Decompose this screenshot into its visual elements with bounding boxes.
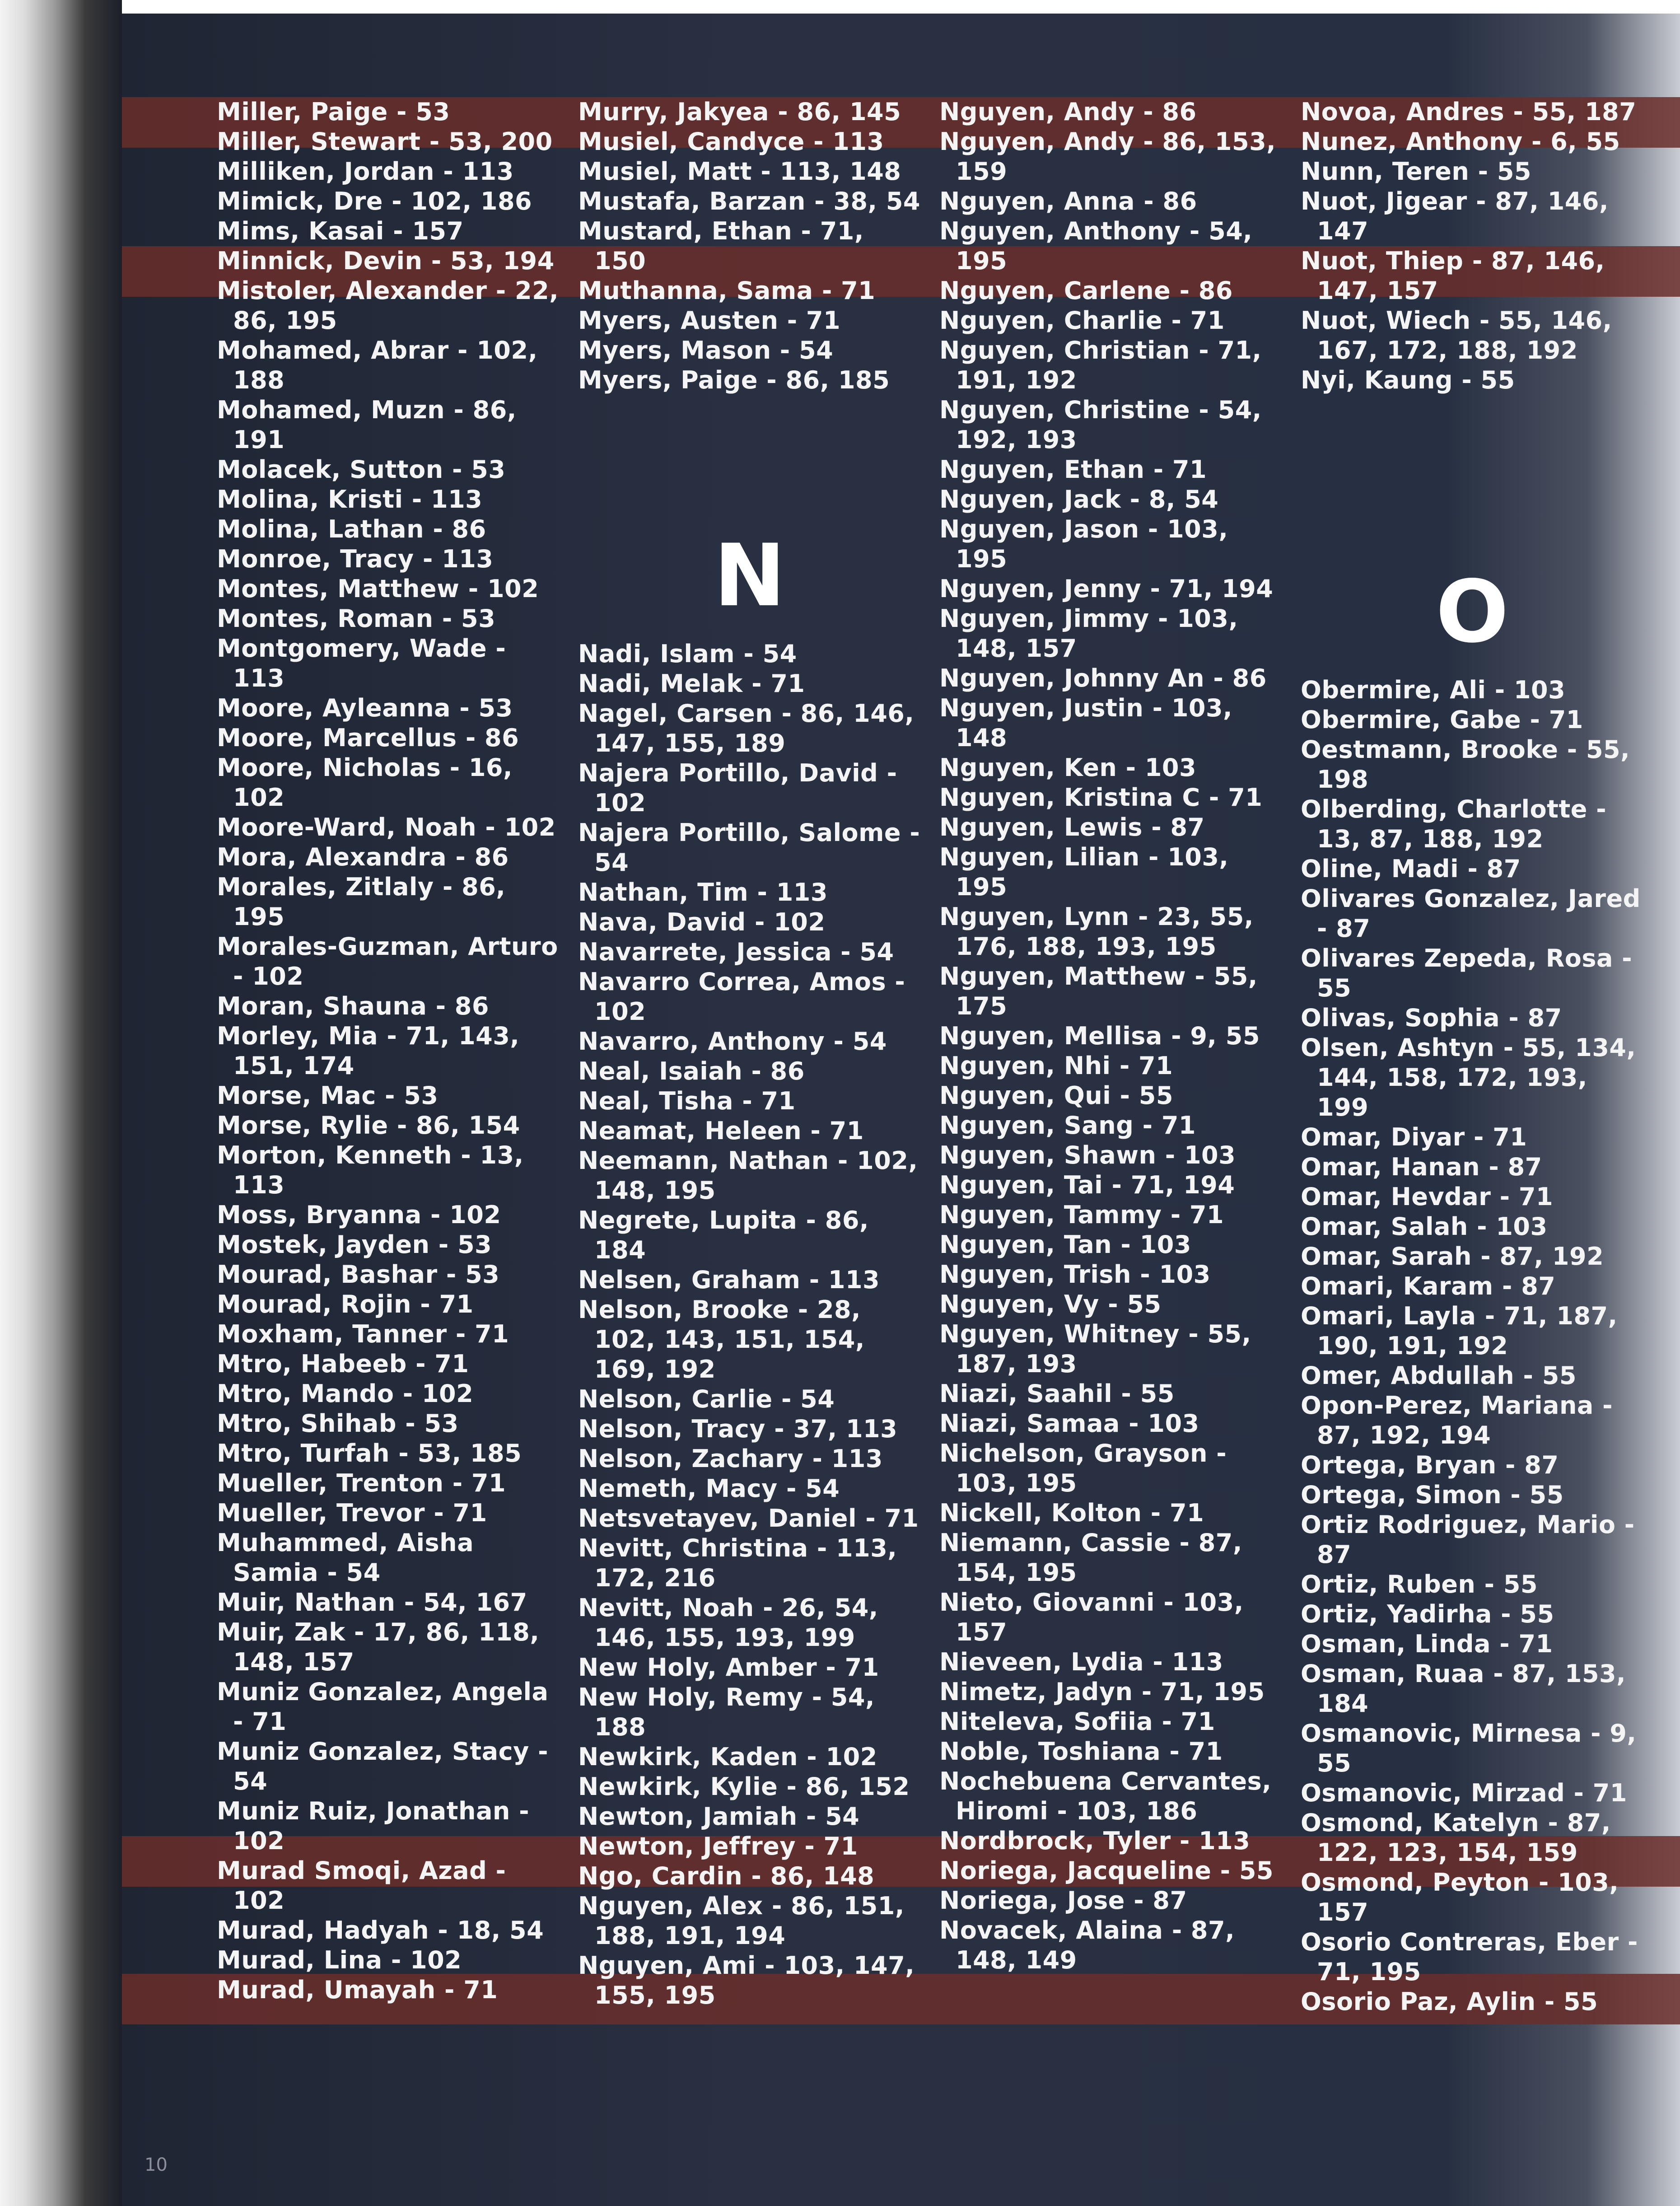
index-entry: Nguyen, Lewis - 87 [939,813,1205,841]
index-entry: Nguyen, Sang - 71 [939,1111,1196,1140]
index-entry: Nguyen, Vy - 55 [939,1290,1162,1318]
index-entry: Nguyen, Jason - 103, 195 [939,515,1228,573]
index-entry: Opon-Perez, Mariana - 87, 192, 194 [1301,1391,1613,1449]
index-entry: Nguyen, Anthony - 54, 195 [939,217,1253,275]
index-entry: Myers, Mason - 54 [578,336,834,365]
index-entry: Nuot, Wiech - 55, 146, 167, 172, 188, 192 [1301,306,1612,365]
index-entry: Nguyen, Qui - 55 [939,1081,1173,1110]
index-entry: Mostek, Jayden - 53 [217,1230,492,1259]
index-entry: Nguyen, Ami - 103, 147, 155, 195 [578,1951,915,2010]
index-entry: Moxham, Tanner - 71 [217,1320,509,1348]
index-entry: Nyi, Kaung - 55 [1301,366,1515,394]
index-entry: Ortega, Bryan - 87 [1301,1451,1559,1479]
index-entry: Nordbrock, Tyler - 113 [939,1827,1251,1855]
index-entry: Nguyen, Shawn - 103 [939,1141,1236,1169]
index-entry: Nguyen, Johnny An - 86 [939,664,1267,692]
index-entry: Nguyen, Nhi - 71 [939,1052,1173,1080]
index-entry: Murad, Hadyah - 18, 54 [217,1916,544,1944]
index-entry: Omar, Hevdar - 71 [1301,1182,1554,1211]
index-entry: Nguyen, Justin - 103, 148 [939,694,1233,752]
index-column-1 [217,97,560,2005]
index-entry: Mohamed, Muzn - 86, 191 [217,396,517,454]
index-entry: Osorio Paz, Aylin - 55 [1301,1987,1598,2016]
index-entry: Nguyen, Lynn - 23, 55, 176, 188, 193, 195 [939,902,1254,961]
index-entry: Mourad, Bashar - 53 [217,1260,500,1289]
index-entry: Nadi, Melak - 71 [578,669,805,698]
index-entry: Osmond, Peyton - 103, 157 [1301,1868,1619,1926]
index-entry: Osmond, Katelyn - 87, 122, 123, 154, 159 [1301,1809,1611,1867]
index-entry: Murry, Jakyea - 86, 145 [578,98,901,126]
index-entry: Olivares Gonzalez, Jared - 87 [1301,884,1641,943]
section-spacer [578,395,921,531]
index-entry: Netsvetayev, Daniel - 71 [578,1504,919,1533]
index-entry: Omari, Karam - 87 [1301,1272,1556,1300]
index-column-3 [939,97,1283,1975]
index-entry: Nathan, Tim - 113 [578,878,828,907]
index-entry: Nguyen, Matthew - 55, 175 [939,962,1258,1020]
book-spine-edge [0,0,122,2206]
index-entry: Musiel, Matt - 113, 148 [578,157,901,186]
index-entry: Nagel, Carsen - 86, 146, 147, 155, 189 [578,699,915,757]
index-entry: Nguyen, Jimmy - 103, 148, 157 [939,604,1238,663]
index-entry: Nieto, Giovanni - 103, 157 [939,1588,1244,1646]
index-entry: Osmanovic, Mirzad - 71 [1301,1779,1627,1807]
index-entry: Mtro, Turfah - 53, 185 [217,1439,522,1468]
index-entry: Mims, Kasai - 157 [217,217,464,245]
index-entry: Mora, Alexandra - 86 [217,843,509,871]
index-entry: Morse, Rylie - 86, 154 [217,1111,520,1140]
index-entry: Olberding, Charlotte - 13, 87, 188, 192 [1301,795,1607,853]
index-entry: Moss, Bryanna - 102 [217,1201,501,1229]
index-entry: Niazi, Saahil - 55 [939,1379,1175,1408]
index-entry: Novacek, Alaina - 87, 148, 149 [939,1916,1235,1974]
index-entry: Oestmann, Brooke - 55, 198 [1301,735,1630,794]
index-entry: Noriega, Jacqueline - 55 [939,1856,1274,1885]
index-entry: Nguyen, Ethan - 71 [939,455,1207,484]
index-entry: Muhammed, Aisha Samia - 54 [217,1528,474,1587]
index-entry: Nguyen, Tan - 103 [939,1230,1191,1259]
index-column-4 [1301,97,1644,2017]
index-entry: Neal, Tisha - 71 [578,1087,796,1115]
index-entry: Nevitt, Noah - 26, 54, 146, 155, 193, 199 [578,1594,878,1652]
index-entry: New Holy, Amber - 71 [578,1653,879,1682]
index-entry: Ortega, Simon - 55 [1301,1481,1564,1509]
index-entry: Musiel, Candyce - 113 [578,127,884,156]
index-entry: Morse, Mac - 53 [217,1081,439,1110]
index-entry: Noriega, Jose - 87 [939,1886,1187,1915]
index-entry: Nelsen, Graham - 113 [578,1266,880,1294]
index-entry: Nunn, Teren - 55 [1301,157,1531,186]
index-entry: Muniz Gonzalez, Stacy - 54 [217,1737,549,1795]
index-entry: Osorio Contreras, Eber - 71, 195 [1301,1928,1638,1986]
index-entry: Nguyen, Jack - 8, 54 [939,485,1219,514]
index-entry: Nickell, Kolton - 71 [939,1499,1204,1527]
index-entry: Nguyen, Anna - 86 [939,187,1197,215]
page-number: 10 [145,2155,168,2175]
index-entry: Nguyen, Andy - 86, 153, 159 [939,127,1276,186]
index-entry: Niteleva, Sofiia - 71 [939,1707,1215,1736]
section-letter: O [1436,562,1509,662]
index-entry: Mueller, Trenton - 71 [217,1469,506,1497]
index-entry: Obermire, Ali - 103 [1301,676,1566,704]
index-entry: Omar, Sarah - 87, 192 [1301,1242,1604,1271]
index-entry: Muir, Zak - 17, 86, 118, 148, 157 [217,1618,540,1676]
index-entry: Nuot, Thiep - 87, 146, 147, 157 [1301,247,1605,305]
index-column-2 [578,97,921,2010]
index-entry: Moore, Nicholas - 16, 102 [217,753,513,812]
index-entry: Mourad, Rojin - 71 [217,1290,474,1318]
index-entry: Murad, Umayah - 71 [217,1976,498,2004]
index-entry: Nguyen, Jenny - 71, 194 [939,575,1274,603]
index-entry: Nelson, Brooke - 28, 102, 143, 151, 154, 169, 192 [578,1295,865,1383]
index-entry: Molina, Kristi - 113 [217,485,483,514]
index-entry: Mtro, Habeeb - 71 [217,1350,469,1378]
index-entry: Newton, Jeffrey - 71 [578,1832,858,1860]
index-entry: Omari, Layla - 71, 187, 190, 191, 192 [1301,1302,1618,1360]
index-entry: Moran, Shauna - 86 [217,992,489,1020]
index-entry: Nelson, Zachary - 113 [578,1444,883,1473]
index-entry: Navarro Correa, Amos - 102 [578,967,905,1026]
index-entry: Newton, Jamiah - 54 [578,1802,860,1831]
index-entry: Ngo, Cardin - 86, 148 [578,1862,875,1890]
index-entry: Myers, Austen - 71 [578,306,841,335]
index-entry: Moore-Ward, Noah - 102 [217,813,556,841]
index-entry: Mimick, Dre - 102, 186 [217,187,532,215]
index-entry: Nelson, Tracy - 37, 113 [578,1415,898,1443]
index-entry: Muniz Gonzalez, Angela - 71 [217,1678,549,1736]
index-entry: Osmanovic, Mirnesa - 9, 55 [1301,1719,1637,1777]
index-entry: Omar, Hanan - 87 [1301,1153,1542,1181]
index-entry: Morales, Zitlaly - 86, 195 [217,873,506,931]
index-entry: Omar, Diyar - 71 [1301,1123,1527,1151]
index-entry: Moore, Ayleanna - 53 [217,694,513,722]
index-entry: Nguyen, Christine - 54, 192, 193 [939,396,1262,454]
index-entry: Mustard, Ethan - 71, 150 [578,217,864,275]
index-entry: Moore, Marcellus - 86 [217,724,519,752]
index-entry: Muir, Nathan - 54, 167 [217,1588,527,1617]
index-entry: Molacek, Sutton - 53 [217,455,506,484]
index-entry: Mtro, Mando - 102 [217,1379,474,1408]
section-spacer [1301,395,1644,567]
index-entry: Nguyen, Carlene - 86 [939,276,1233,305]
index-entry: Ortiz, Ruben - 55 [1301,1570,1538,1598]
index-entry: Morton, Kenneth - 13, 113 [217,1141,524,1199]
index-entry: Nguyen, Tai - 71, 194 [939,1171,1235,1199]
index-entry: Nguyen, Ken - 103 [939,753,1197,782]
index-entry: Nava, David - 102 [578,908,826,936]
index-entry: Nelson, Carlie - 54 [578,1385,835,1413]
index-entry: Nadi, Islam - 54 [578,640,797,668]
index-entry: Mustafa, Barzan - 38, 54 [578,187,920,215]
index-entry: Newkirk, Kylie - 86, 152 [578,1772,910,1801]
index-entry: Navarro, Anthony - 54 [578,1027,887,1056]
index-entry: Miller, Stewart - 53, 200 [217,127,553,156]
index-entry: Nuot, Jigear - 87, 146, 147 [1301,187,1609,245]
index-page [122,14,1680,2206]
index-entry: Morley, Mia - 71, 143, 151, 174 [217,1022,520,1080]
index-entry: Nguyen, Kristina C - 71 [939,783,1263,812]
index-entry: Monroe, Tracy - 113 [217,545,494,573]
index-entry: Montes, Roman - 53 [217,604,496,633]
index-entry: Minnick, Devin - 53, 194 [217,247,555,275]
index-entry: Osman, Ruaa - 87, 153, 184 [1301,1659,1626,1718]
index-entry: Nochebuena Cervantes, Hiromi - 103, 186 [939,1767,1272,1825]
index-entry: Mistoler, Alexander - 22, 86, 195 [217,276,559,335]
index-entry: Nguyen, Alex - 86, 151, 188, 191, 194 [578,1892,905,1950]
index-entry: Neamat, Heleen - 71 [578,1117,864,1145]
index-entry: Nguyen, Andy - 86 [939,98,1197,126]
index-entry: Montgomery, Wade - 113 [217,634,506,692]
index-entry: Nguyen, Tammy - 71 [939,1201,1224,1229]
index-entry: Nguyen, Whitney - 55, 187, 193 [939,1320,1251,1378]
index-entry: Nieveen, Lydia - 113 [939,1648,1223,1676]
index-entry: Najera Portillo, Salome - 54 [578,818,920,877]
index-entry: Osman, Linda - 71 [1301,1630,1553,1658]
index-entry: Noble, Toshiana - 71 [939,1737,1223,1766]
index-entry: Molina, Lathan - 86 [217,515,486,543]
index-entry: Nguyen, Christian - 71, 191, 192 [939,336,1262,394]
index-entry: New Holy, Remy - 54, 188 [578,1683,875,1741]
index-entry: Murad, Lina - 102 [217,1946,462,1974]
index-entry: Novoa, Andres - 55, 187 [1301,98,1637,126]
index-entry: Morales-Guzman, Arturo - 102 [217,932,558,991]
index-entry: Nguyen, Lilian - 103, 195 [939,843,1229,901]
index-entry: Negrete, Lupita - 86, 184 [578,1206,869,1264]
index-entry: Nguyen, Mellisa - 9, 55 [939,1022,1260,1050]
index-entry: Nevitt, Christina - 113, 172, 216 [578,1534,897,1592]
index-entry: Najera Portillo, David - 102 [578,759,897,817]
index-entry: Niazi, Samaa - 103 [939,1409,1199,1438]
index-entry: Mohamed, Abrar - 102, 188 [217,336,538,394]
index-entry: Omar, Salah - 103 [1301,1212,1548,1241]
index-entry: Oline, Madi - 87 [1301,855,1521,883]
index-entry: Ortiz Rodriguez, Mario - 87 [1301,1510,1635,1569]
index-entry: Muniz Ruiz, Jonathan - 102 [217,1797,530,1855]
section-letter: N [714,526,786,626]
index-entry: Olivares Zepeda, Rosa - 55 [1301,944,1633,1002]
index-entry: Murad Smoqi, Azad - 102 [217,1856,506,1915]
index-entry: Navarrete, Jessica - 54 [578,938,894,966]
index-entry: Muthanna, Sama - 71 [578,276,876,305]
index-entry: Ortiz, Yadirha - 55 [1301,1600,1554,1628]
index-entry: Montes, Matthew - 102 [217,575,539,603]
index-entry: Niemann, Cassie - 87, 154, 195 [939,1528,1242,1587]
index-entry: Newkirk, Kaden - 102 [578,1743,877,1771]
index-entry: Neal, Isaiah - 86 [578,1057,805,1085]
index-entry: Neemann, Nathan - 102, 148, 195 [578,1146,918,1205]
index-entry: Olsen, Ashtyn - 55, 134, 144, 158, 172, 193, 199 [1301,1033,1636,1122]
index-entry: Nemeth, Macy - 54 [578,1474,840,1503]
index-entry: Mtro, Shihab - 53 [217,1409,459,1438]
index-entry: Obermire, Gabe - 71 [1301,706,1583,734]
index-entry: Olivas, Sophia - 87 [1301,1004,1562,1032]
index-entry: Nguyen, Trish - 103 [939,1260,1211,1289]
index-entry: Miller, Paige - 53 [217,98,450,126]
index-entry: Nguyen, Charlie - 71 [939,306,1225,335]
index-entry: Nimetz, Jadyn - 71, 195 [939,1678,1265,1706]
index-entry: Nichelson, Grayson - 103, 195 [939,1439,1227,1497]
index-entry: Nunez, Anthony - 6, 55 [1301,127,1620,156]
index-entry: Omer, Abdullah - 55 [1301,1361,1577,1390]
index-entry: Milliken, Jordan - 113 [217,157,514,186]
index-entry: Mueller, Trevor - 71 [217,1499,487,1527]
index-entry: Myers, Paige - 86, 185 [578,366,890,394]
